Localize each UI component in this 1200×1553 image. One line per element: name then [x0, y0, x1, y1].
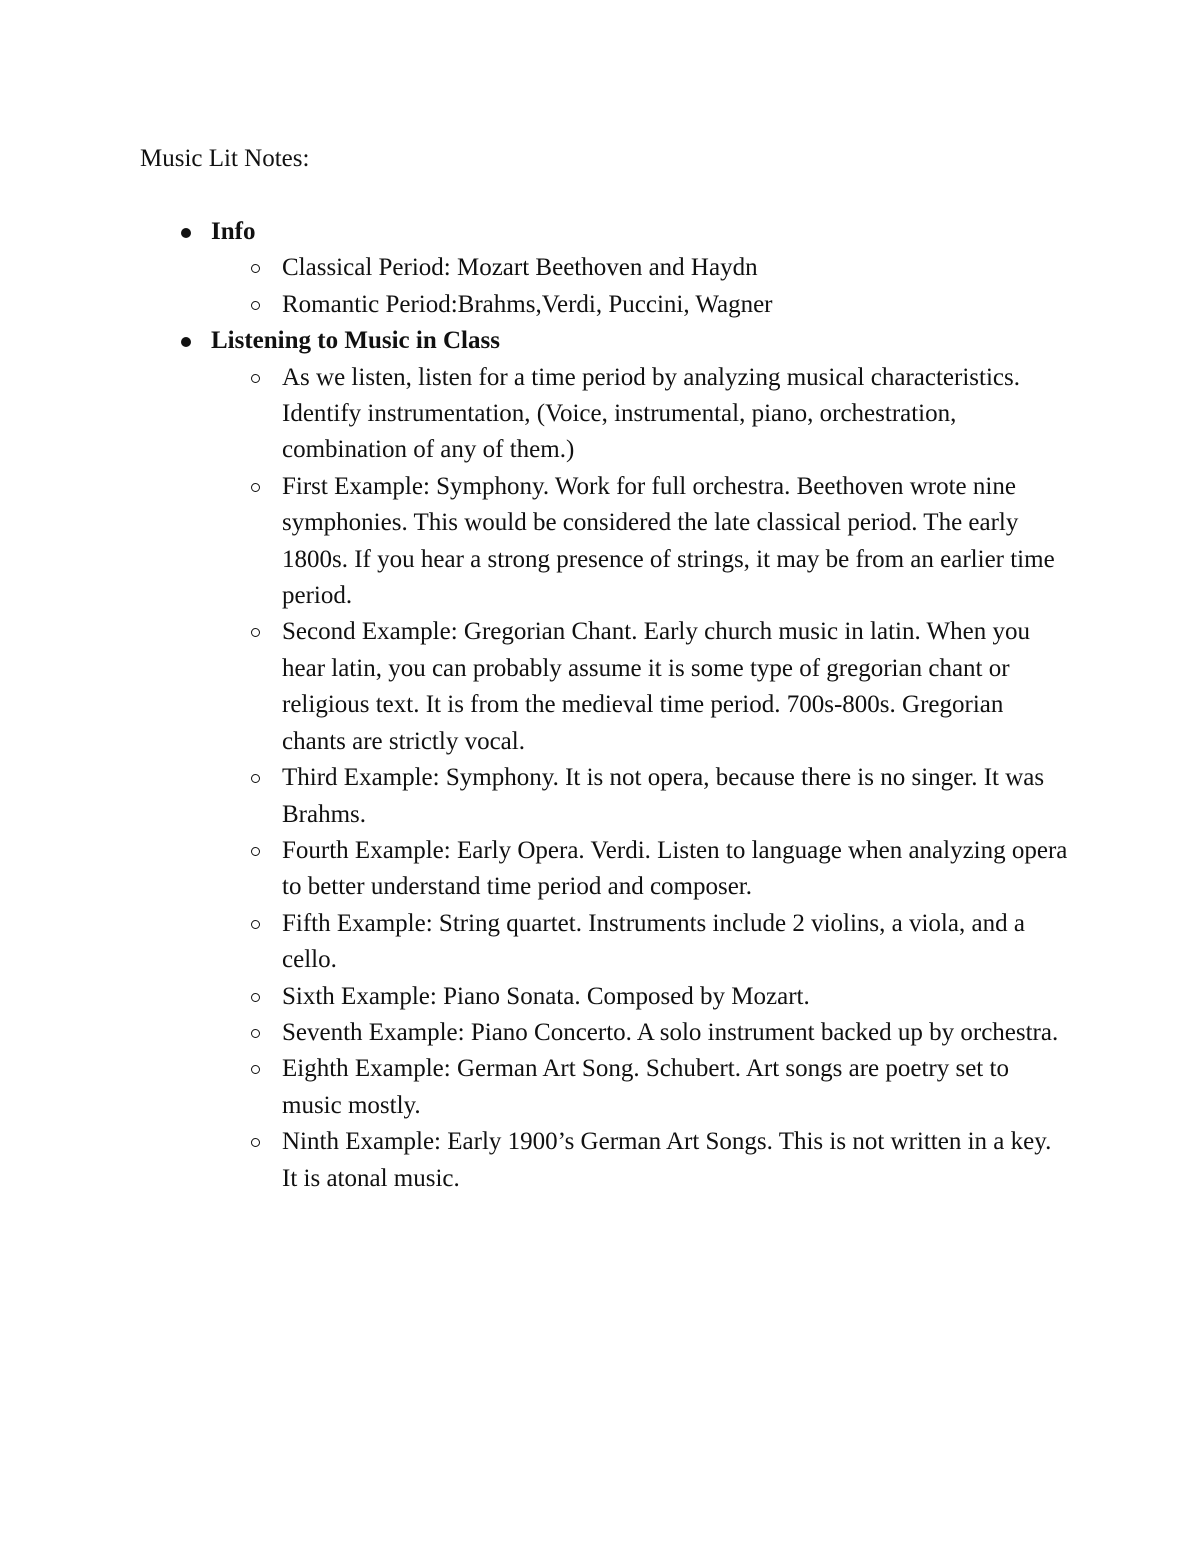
- list-item: [282, 250, 1072, 286]
- list-item: [282, 1124, 1072, 1197]
- hollow-bullet-icon: [251, 1065, 260, 1074]
- list-item-text: Sixth Example: Piano Sonata. Composed by Mozart.: [282, 982, 810, 1010]
- list-item: [282, 1051, 1072, 1124]
- list-item: [282, 833, 1072, 906]
- section-heading-text: Info: [211, 218, 256, 245]
- hollow-bullet-icon: [251, 301, 260, 310]
- hollow-bullet-icon: [251, 483, 260, 492]
- section-heading-text: Listening to Music in Class: [211, 327, 500, 355]
- hollow-bullet-icon: [251, 920, 260, 929]
- hollow-bullet-icon: [251, 1138, 260, 1147]
- hollow-bullet-icon: [251, 1029, 260, 1038]
- list-item-text: Fifth Example: String quartet. Instruments include 2 violins, a viola, and a cello.: [282, 909, 1025, 974]
- section-items: [211, 360, 1071, 1197]
- list-item-text: Fourth Example: Early Opera. Verdi. Listen to language when analyzing opera to better understand time period and composer.: [282, 836, 1068, 901]
- hollow-bullet-icon: [251, 628, 260, 637]
- list-item-text: Third Example: Symphony. It is not opera, because there is no singer. It was Brahms.: [282, 764, 1045, 828]
- list-item: [282, 760, 1072, 833]
- hollow-bullet-icon: [251, 264, 260, 273]
- list-item: [282, 979, 1072, 1015]
- notes-list: [211, 214, 1071, 1197]
- section-items: [211, 250, 1071, 323]
- list-item-text: As we listen, listen for a time period by analyzing musical characteristics. Identify instrumentation, (Voice, instrumental, piano, orchestration, combination of any of them.): [282, 363, 1020, 464]
- section-listening: [211, 323, 1071, 1197]
- hollow-bullet-icon: [251, 993, 260, 1002]
- list-item: [282, 287, 1072, 323]
- hollow-bullet-icon: [251, 774, 260, 783]
- list-item: [282, 1015, 1072, 1051]
- filled-bullet-icon: [181, 337, 191, 347]
- list-item-text: Eighth Example: German Art Song. Schubert. Art songs are poetry set to music mostly.: [282, 1055, 1009, 1119]
- section-info: [211, 214, 1071, 323]
- list-item-text: Seventh Example: Piano Concerto. A solo instrument backed up by orchestra.: [282, 1018, 1059, 1046]
- filled-bullet-icon: [181, 228, 191, 238]
- document-title: Music Lit Notes:: [140, 145, 310, 172]
- section-heading: [211, 323, 1071, 359]
- list-item: [282, 906, 1072, 979]
- list-item: [282, 469, 1072, 615]
- hollow-bullet-icon: [251, 374, 260, 383]
- list-item-text: Ninth Example: Early 1900’s German Art Songs. This is not written in a key. It is atonal music.: [282, 1128, 1052, 1192]
- list-item-text: Romantic Period:Brahms,Verdi, Puccini, Wagner: [282, 290, 773, 318]
- list-item: [282, 614, 1072, 760]
- hollow-bullet-icon: [251, 847, 260, 856]
- list-item: [282, 360, 1072, 469]
- section-heading: [211, 214, 1071, 250]
- list-item-text: Second Example: Gregorian Chant. Early church music in latin. When you hear latin, you can probably assume it is some type of gregorian chant or religious text. It is from the medieval time period. 700s-800s. Gregorian chants are strictly vocal.: [282, 618, 1030, 755]
- list-item-text: Classical Period: Mozart Beethoven and Haydn: [282, 254, 758, 282]
- list-item-text: First Example: Symphony. Work for full orchestra. Beethoven wrote nine symphonies. This would be considered the late classical period. The early 1800s. If you hear a strong presence of strings, it may be from an earlier time period.: [282, 472, 1055, 610]
